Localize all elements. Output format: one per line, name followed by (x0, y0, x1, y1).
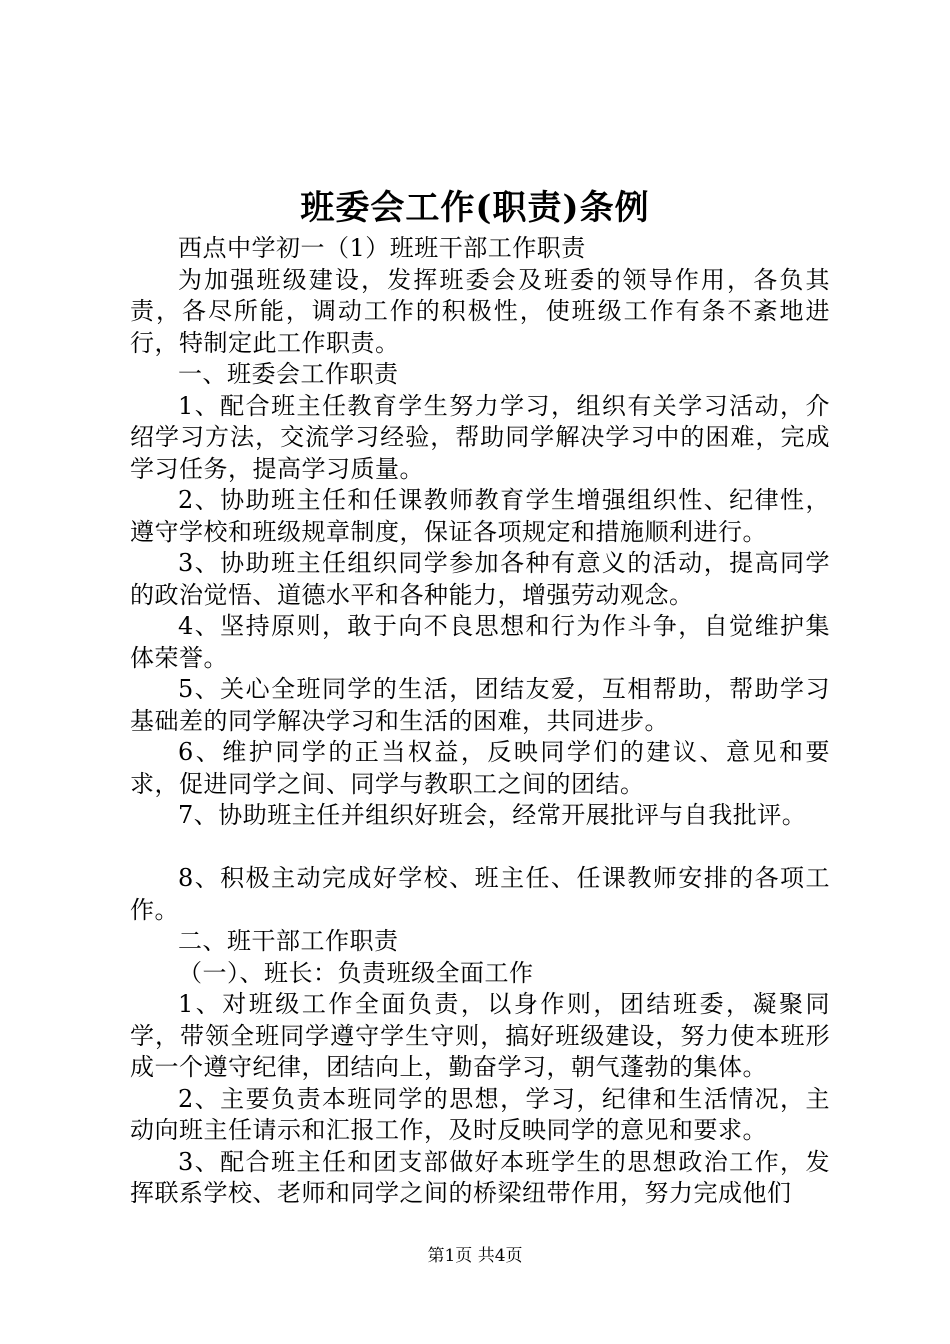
paragraph-item-8: 8、积极主动完成好学校、班主任、任课教师安排的各项工作。 (130, 864, 830, 924)
paragraph-class-heading: 西点中学初一（1）班班干部工作职责 (178, 234, 586, 262)
paragraph-monitor-3: 3、配合班主任和团支部做好本班学生的思想政治工作，发挥联系学校、老师和同学之间的桥梁纽带作用，努力完成他们 (130, 1147, 830, 1207)
document-body (130, 233, 830, 1210)
paragraph-item-3: 3、协助班主任组织同学参加各种有意义的活动，提高同学的政治觉悟、道德水平和各种能力，增强劳动观念。 (130, 549, 830, 609)
paragraph-item-5: 5、关心全班同学的生活，团结友爱，互相帮助，帮助学习基础差的同学解决学习和生活的困难，共同进步。 (130, 675, 830, 735)
paragraph-item-1: 1、配合班主任教育学生努力学习，组织有关学习活动，介绍学习方法，交流学习经验，帮助同学解决学习中的困难，完成学习任务，提高学习质量。 (130, 391, 830, 483)
page-footer: 第1页 共4页 (427, 1246, 523, 1266)
document-title: 班委会工作(职责)条例 (300, 188, 650, 228)
section-heading-cadres: 二、班干部工作职责 (178, 927, 399, 955)
paragraph-item-4: 4、坚持原则，敢于向不良思想和行为作斗争，自觉维护集体荣誉。 (130, 612, 830, 672)
subsection-heading-monitor: （一）、班长：负责班级全面工作 (178, 958, 534, 987)
paragraph-monitor-2: 2、主要负责本班同学的思想，学习，纪律和生活情况，主动向班主任请示和汇报工作，及时反映同学的意见和要求。 (130, 1084, 830, 1144)
paragraph-intro: 为加强班级建设，发挥班委会及班委的领导作用，各负其责，各尽所能，调动工作的积极性，使班级工作有条不紊地进行，特制定此工作职责。 (130, 265, 830, 357)
paragraph-item-6: 6、维护同学的正当权益，反映同学们的建议、意见和要求，促进同学之间、同学与教职工之间的团结。 (130, 738, 830, 798)
paragraph-item-2: 2、协助班主任和任课教师教育学生增强组织性、纪律性，遵守学校和班级规章制度，保证各项规定和措施顺利进行。 (130, 486, 830, 546)
paragraph-item-7: 7、协助班主任并组织好班会，经常开展批评与自我批评。 (178, 801, 807, 829)
paragraph-monitor-1: 1、对班级工作全面负责，以身作则，团结班委，凝聚同学，带领全班同学遵守学生守则，搞好班级建设，努力使本班形成一个遵守纪律，团结向上，勤奋学习，朝气蓬勃的集体。 (130, 990, 830, 1081)
section-heading-committee: 一、班委会工作职责 (178, 360, 399, 388)
